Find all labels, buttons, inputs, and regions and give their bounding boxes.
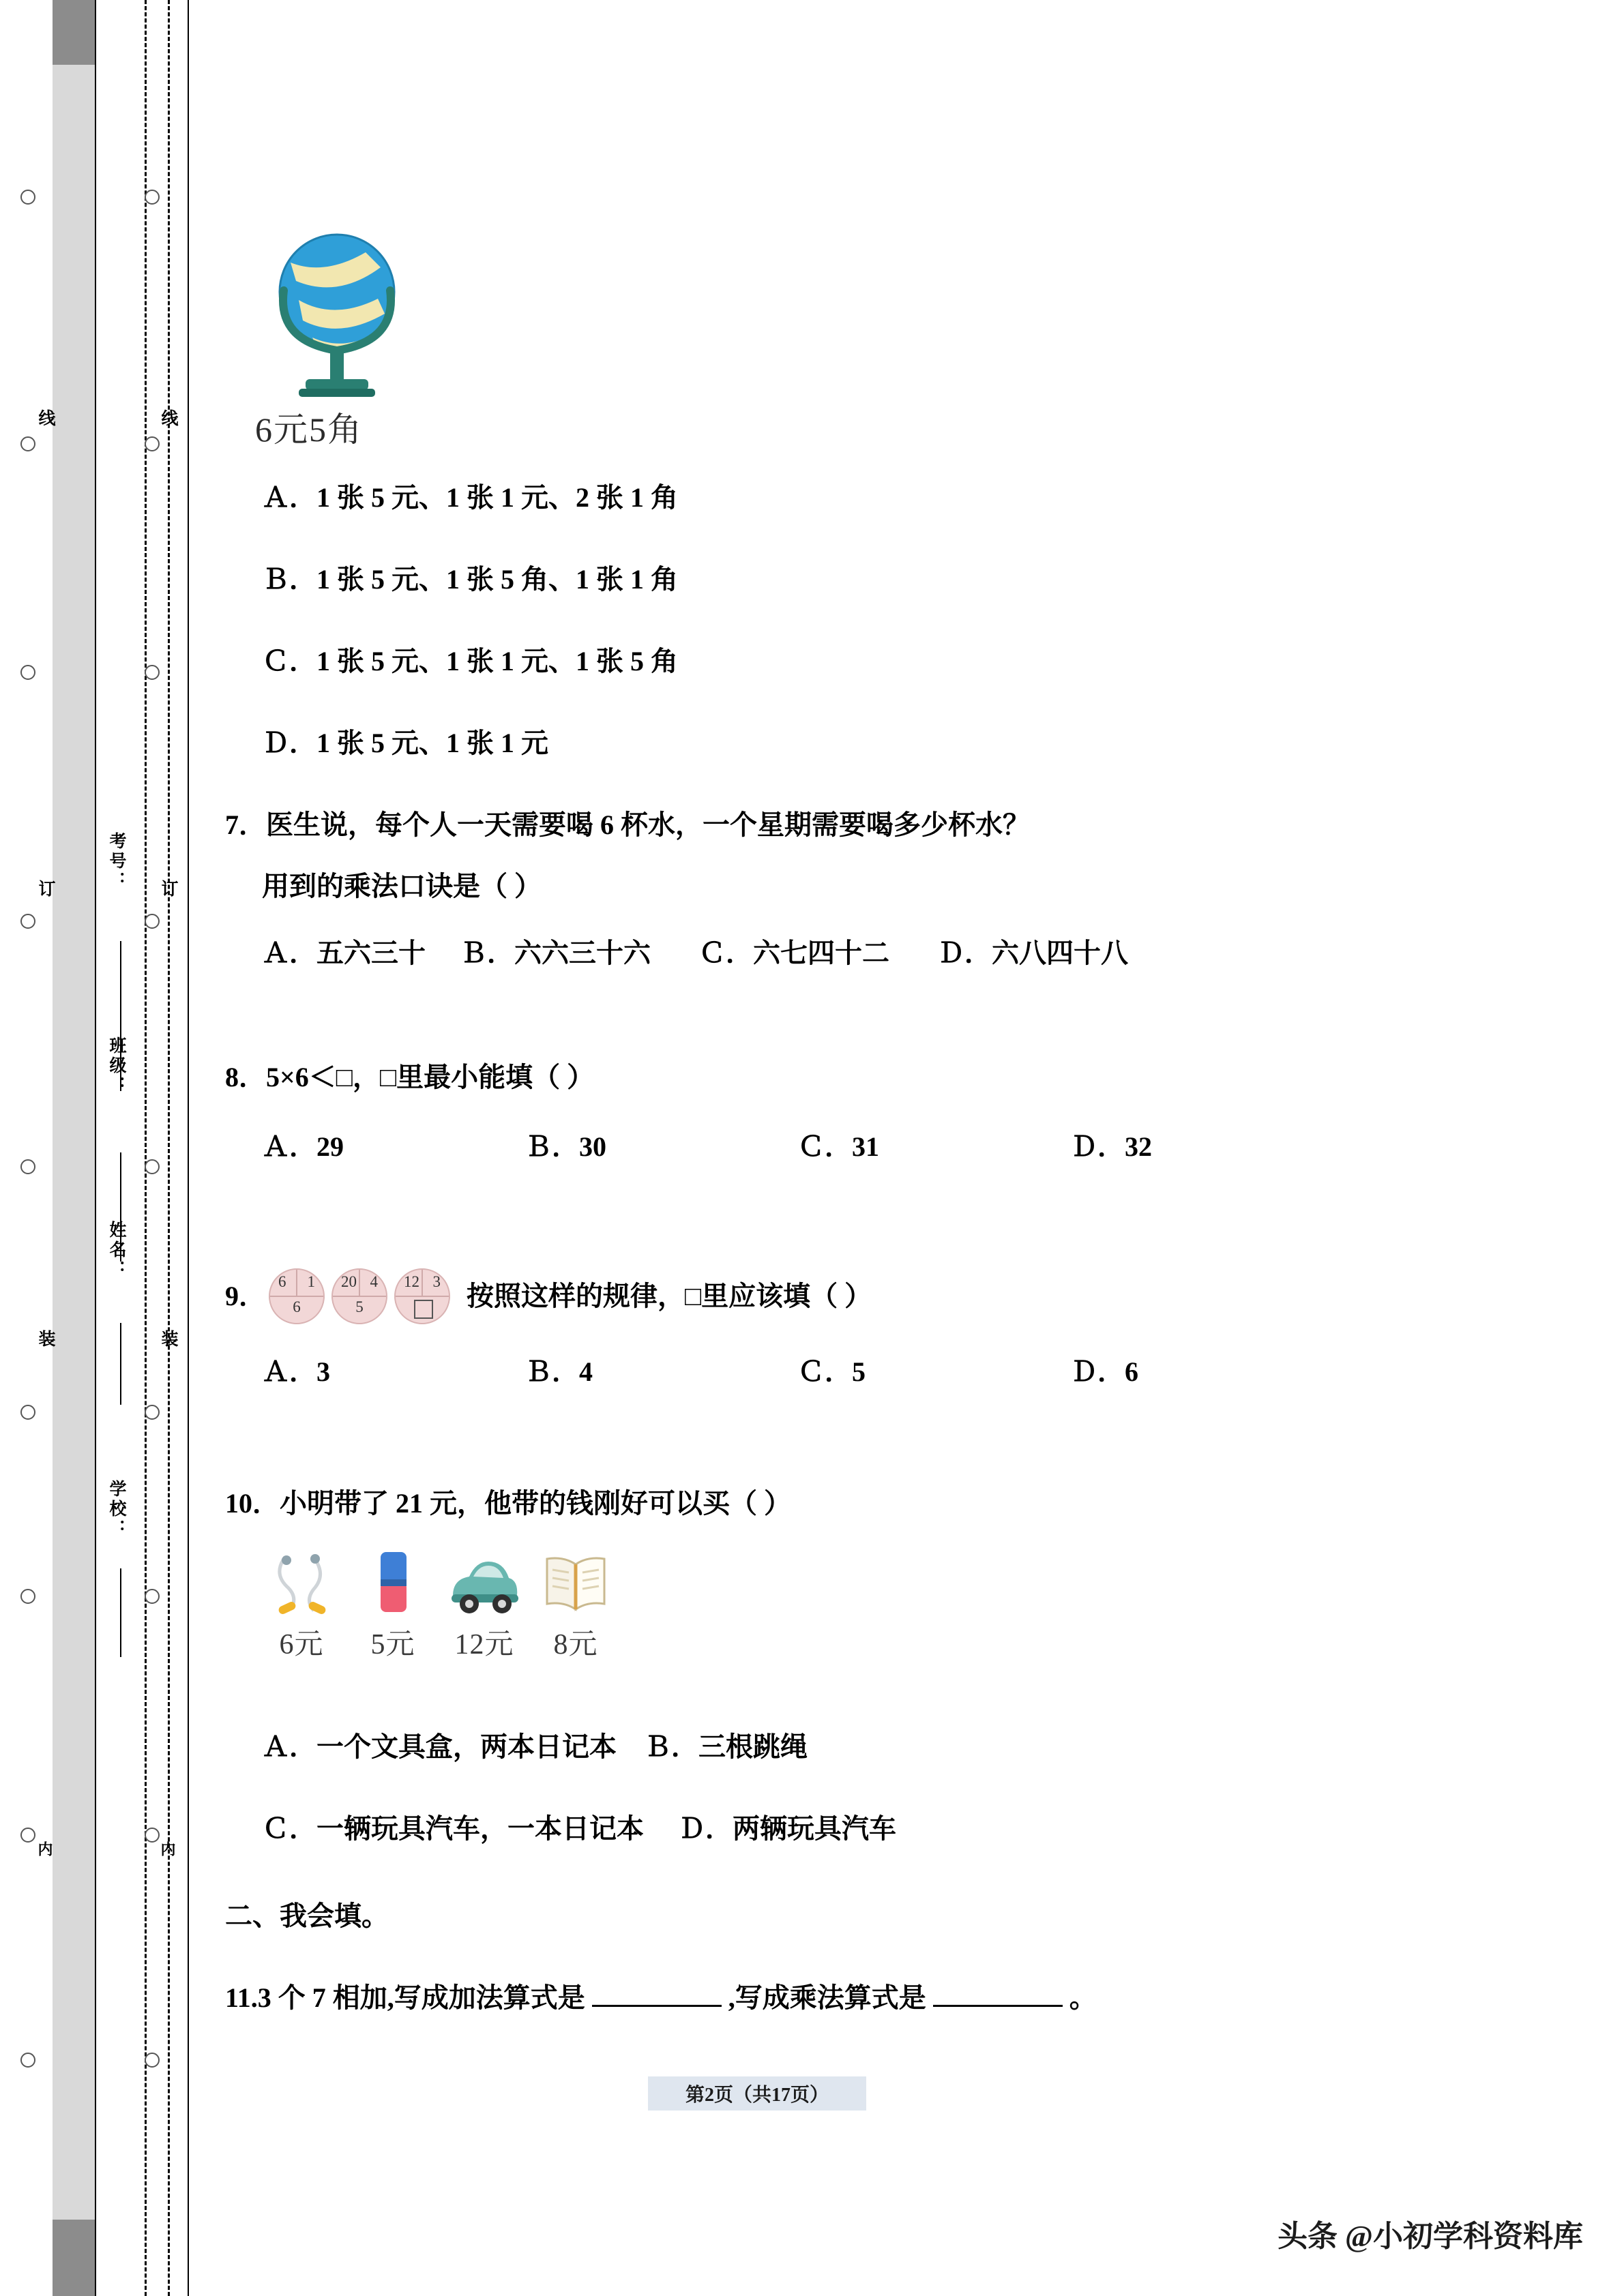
q10-option-row-1 <box>225 1725 808 1764</box>
q7-option-b: Ｂ．六六三十六 <box>460 938 651 968</box>
page-number-badge: 第2页（共17页） <box>648 2076 866 2111</box>
q11-part1: 11.3 个 7 相加,写成加法算式是 <box>225 1982 585 2013</box>
q10-options-ab: Ａ．一个文具盒，两本日记本 Ｂ．三根跳绳 <box>262 1731 808 1762</box>
punch-circle <box>145 190 160 205</box>
punch-circle <box>20 1405 35 1420</box>
q6-option-b-text: Ｂ．1 张 5 元、1 张 5 角、1 张 1 角 <box>262 564 678 595</box>
punch-circle <box>145 1405 160 1420</box>
margin-label-line-inner: 线 <box>159 409 177 429</box>
section-2-heading: 二、我会填。 <box>225 1900 389 1931</box>
shop-item-skipping-rope <box>262 1541 341 1663</box>
margin-label-bind-outer: 订 <box>36 880 55 899</box>
pattern-circle-2-top-right: 4 <box>370 1273 378 1290</box>
school-blank <box>120 1568 121 1657</box>
q8-stem: 8．5×6＜□，□里最小能填（ ） <box>225 1062 595 1092</box>
q7-stem-line1: 7．医生说，每个人一天需要喝 6 杯水，一个星期需要喝多少杯水？ <box>225 809 1030 840</box>
field-student-name: 姓名： <box>107 1221 126 1280</box>
q11-line <box>225 1978 1097 2018</box>
q7-stem-line2: 用到的乘法口诀是（ ） <box>262 871 542 901</box>
q8-options <box>225 1125 1152 1164</box>
q9-option-c: Ｃ．5 <box>797 1356 866 1387</box>
q7-option-d: Ｄ．六八四十八 <box>937 938 1128 968</box>
pattern-circle-1-top-right: 1 <box>307 1273 315 1290</box>
q10-shop-items <box>262 1541 615 1663</box>
punch-circle <box>20 436 35 451</box>
margin-label-seal-inner: 装 <box>159 1330 177 1350</box>
punch-circle <box>20 1589 35 1604</box>
q6-option-d <box>262 723 548 764</box>
shop-item-eraser-price: 5元 <box>370 1629 415 1660</box>
q8-option-c: Ｃ．31 <box>797 1131 879 1162</box>
margin-label-bind-inner: 订 <box>159 880 177 899</box>
q10-stem: 10．小明带了 21 元，他带的钱刚好可以买（ ） <box>225 1488 791 1519</box>
field-class: 班级： <box>107 1037 126 1096</box>
q9-option-a: Ａ．3 <box>262 1356 330 1387</box>
toy-car-icon <box>445 1541 524 1617</box>
q11-part3: 。 <box>1069 1982 1097 2013</box>
q8-option-d: Ｄ．32 <box>1070 1131 1152 1162</box>
pattern-circle-3-top-left: 12 <box>404 1273 419 1290</box>
q8-option-a: Ａ．29 <box>262 1131 344 1162</box>
pattern-divider-v <box>422 1270 423 1297</box>
skipping-rope-icon <box>262 1541 341 1617</box>
pattern-circle-3-answer-box <box>414 1300 433 1319</box>
punch-circle <box>145 1159 160 1174</box>
dashed-fold-line-outer <box>145 0 147 2296</box>
pattern-divider-v <box>359 1270 360 1297</box>
pattern-circle-2-bottom: 5 <box>355 1298 364 1315</box>
dashed-fold-line-inner <box>168 0 170 2296</box>
question-7 <box>225 805 1128 970</box>
margin-label-inside-outer: 内 <box>36 1841 53 1859</box>
punch-circle <box>145 914 160 929</box>
question-10 <box>225 1483 791 1524</box>
q6-option-c <box>262 641 678 682</box>
shop-item-toy-car <box>445 1541 524 1663</box>
margin-rule-left <box>95 0 96 2296</box>
q7-option-c: Ｃ．六七四十二 <box>698 938 889 968</box>
pattern-circle-2-top-left: 20 <box>341 1273 357 1290</box>
shop-item-skipping-rope-price: 6元 <box>279 1629 324 1660</box>
field-school: 学校： <box>107 1480 126 1539</box>
question-content-area <box>225 0 1385 2296</box>
globe-price-label: 6元5角 <box>255 411 363 449</box>
q6-option-d-text: Ｄ．1 张 5 元、1 张 1 元 <box>262 728 548 758</box>
watermark-text: 头条 @小初学科资料库 <box>1278 2220 1583 2253</box>
binding-strip <box>53 0 95 2296</box>
margin-label-line-outer: 线 <box>36 409 55 429</box>
q9-stem-text: 按照这样的规律，□里应该填（ ） <box>467 1281 872 1311</box>
punch-circle <box>20 914 35 929</box>
q10-options-cd: Ｃ．一辆玩具汽车，一本日记本 Ｄ．两辆玩具汽车 <box>262 1813 896 1844</box>
globe-illustration <box>263 225 420 416</box>
diary-book-icon <box>536 1541 615 1617</box>
margin-rule-right <box>188 0 189 2296</box>
q6-option-b <box>262 559 678 600</box>
punch-circle <box>20 665 35 680</box>
pattern-divider-v <box>296 1270 297 1297</box>
q9-option-b: Ｂ．4 <box>525 1356 593 1387</box>
q6-option-c-text: Ｃ．1 张 5 元、1 张 1 元、1 张 5 角 <box>262 646 678 676</box>
q8-option-b: Ｂ．30 <box>525 1131 606 1162</box>
student-name-blank <box>120 1323 121 1405</box>
pattern-circle-3 <box>394 1268 450 1324</box>
question-11 <box>225 1978 1097 2018</box>
punch-circle <box>20 2053 35 2068</box>
punch-circle <box>145 1828 160 1843</box>
pattern-circle-2 <box>331 1268 387 1324</box>
shop-item-diary-book <box>536 1541 615 1663</box>
punch-circle <box>20 1159 35 1174</box>
eraser-icon <box>353 1541 432 1617</box>
punch-circle <box>145 665 160 680</box>
pattern-circle-1-top-left: 6 <box>278 1273 286 1290</box>
question-9 <box>225 1268 1138 1389</box>
q10-option-row-2 <box>225 1807 896 1846</box>
q7-option-a: Ａ．五六三十 <box>262 938 426 968</box>
punch-circle <box>20 1828 35 1843</box>
q9-prefix: 9． <box>225 1281 266 1311</box>
field-exam-number: 考号： <box>107 832 126 891</box>
q9-options <box>225 1350 1138 1389</box>
punch-circle <box>145 2053 160 2068</box>
punch-circle <box>145 1589 160 1604</box>
punch-circle <box>145 436 160 451</box>
binding-strip-cap-top <box>53 0 95 65</box>
q11-blank-1[interactable] <box>592 1978 722 2007</box>
pattern-circle-1 <box>269 1268 325 1324</box>
margin-label-seal-outer: 装 <box>36 1330 55 1350</box>
binding-strip-cap-bottom <box>53 2220 95 2296</box>
q11-blank-2[interactable] <box>933 1978 1063 2007</box>
punch-circle <box>20 190 35 205</box>
shop-item-eraser <box>353 1541 432 1663</box>
margin-label-inside-inner: 内 <box>159 1841 176 1859</box>
q6-option-a <box>262 477 678 518</box>
question-8 <box>225 1057 1152 1164</box>
shop-item-toy-car-price: 12元 <box>454 1629 514 1660</box>
section-2-heading-block <box>225 1896 389 1937</box>
shop-item-diary-book-price: 8元 <box>553 1629 598 1660</box>
q7-options <box>225 931 1128 970</box>
pattern-circle-3-top-right: 3 <box>432 1273 441 1290</box>
q11-part2: ,写成乘法算式是 <box>728 1982 926 2013</box>
q9-option-d: Ｄ．6 <box>1070 1356 1138 1387</box>
pattern-circle-1-bottom: 6 <box>293 1298 301 1315</box>
q6-option-a-text: Ａ．1 张 5 元、1 张 1 元、2 张 1 角 <box>262 482 678 513</box>
